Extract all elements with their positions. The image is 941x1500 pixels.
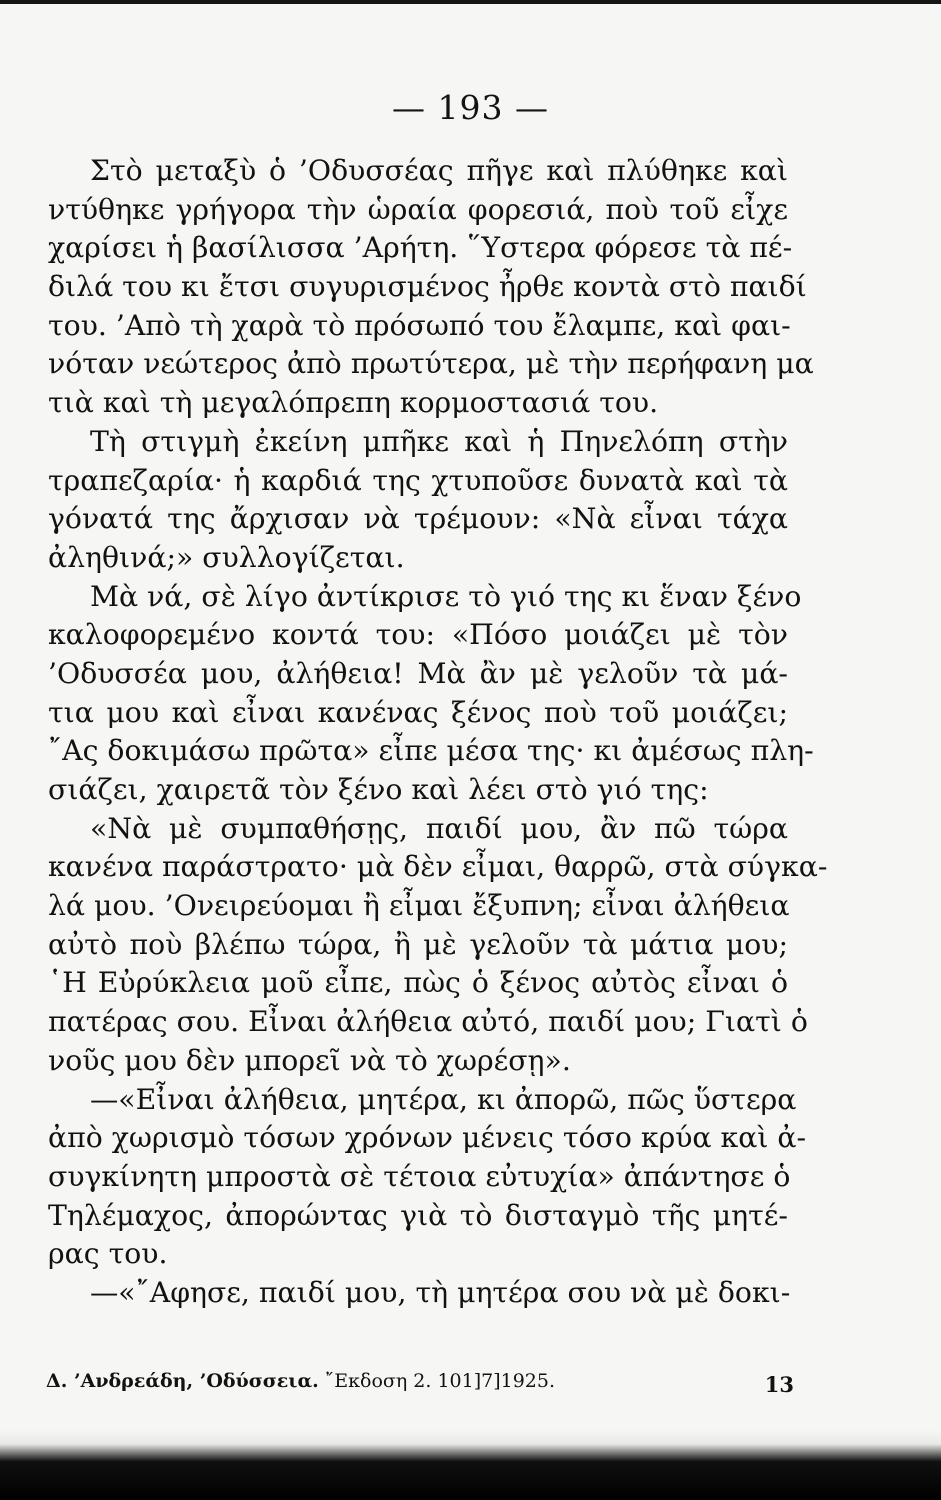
page-footer: [46, 1370, 794, 1400]
text-line: διλά του κι ἔτσι συγυρισμένος ἦρθε κοντὰ στὸ παιδί: [48, 270, 807, 304]
text-line: του. ’Απὸ τὴ χαρὰ τὸ πρόσωπό του ἔλαμπε, καὶ φαι-: [48, 308, 791, 342]
text-line: Τηλέμαχος, ἀπορώντας γιὰ τὸ δισταγμὸ τῆς μητέ-: [48, 1198, 788, 1232]
text-line: ῎Ας δοκιμάσω πρῶτα» εἶπε μέσα της· κι ἀμέσως πλη-: [48, 734, 814, 768]
text-line: νόταν νεώτερος ἀπὸ πρωτύτερα, μὲ τὴν περήφανη μα: [48, 347, 814, 381]
text-line: καλοφορεμένο κοντά του: «Πόσο μοιάζει μὲ τὸν: [48, 618, 788, 652]
text-line: κανένα παράστρατο· μὰ δὲν εἶμαι, θαρρῶ, στὰ σύγκα-: [48, 850, 828, 884]
text-line: ῾Η Εὐρύκλεια μοῦ εἶπε, πὼς ὁ ξένος αὐτὸς εἶναι ὁ: [48, 966, 788, 1000]
footer-signature: [46, 1370, 555, 1392]
footer-signature-edition: ῎Εκδοση 2. 101]7]1925.: [318, 1370, 556, 1392]
page-bottom-edge: [0, 1430, 941, 1500]
text-line: τιὰ καὶ τὴ μεγαλόπρεπη κορμοστασιά του.: [48, 386, 659, 420]
text-line: τια μου καὶ εἶναι κανένας ξένος ποὺ τοῦ μοιάζει;: [48, 695, 788, 729]
text-line: νοῦς μου δὲν μπορεῖ νὰ τὸ χωρέσῃ».: [48, 1043, 571, 1077]
text-line: γόνατά της ἄρχισαν νὰ τρέμουν: «Νὰ εἶναι τάχα: [48, 502, 788, 536]
text-line: Τὴ στιγμὴ ἐκείνη μπῆκε καὶ ἡ Πηνελόπη στὴν: [90, 424, 788, 458]
text-line: σιάζει, χαιρετᾶ τὸν ξένο καὶ λέει στὸ γιό της:: [48, 773, 709, 806]
text-line: ἀληθινά;» συλλογίζεται.: [48, 540, 405, 574]
text-line: —«῎Αφησε, παιδί μου, τὴ μητέρα σου νὰ μὲ δοκι-: [90, 1275, 791, 1309]
body-text: [48, 152, 828, 1313]
text-line: αὐτὸ ποὺ βλέπω τώρα, ἢ μὲ γελοῦν τὰ μάτια μου;: [48, 927, 788, 961]
text-line: «Νὰ μὲ συμπαθήσῃς, παιδί μου, ἂν πῶ τώρα: [90, 811, 788, 845]
footer-signature-author-title: Δ. ’Ανδρεάδη, ’Οδύσσεια.: [46, 1370, 319, 1392]
text-line: Στὸ μεταξὺ ὁ ’Οδυσσέας πῆγε καὶ πλύθηκε καὶ: [90, 154, 788, 187]
text-line: λά μου. ’Ονειρεύομαι ἢ εἶμαι ἔξυπνη; εἶναι ἀλήθεια: [48, 889, 790, 923]
text-line: συγκίνητη μπροστὰ σὲ τέτοια εὐτυχία» ἀπάντησε ὁ: [48, 1159, 791, 1193]
text-line: ντύθηκε γρήγορα τὴν ὡραία φορεσιά, ποὺ τοῦ εἶχε: [48, 192, 788, 226]
text-line: τραπεζαρία· ἡ καρδιά της χτυποῦσε δυνατὰ καὶ τὰ: [48, 463, 788, 497]
text-line: πατέρας σου. Εἶναι ἀλήθεια αὐτό, παιδί μου; Γιατὶ ὁ: [48, 1005, 808, 1039]
text-line: Μὰ νά, σὲ λίγο ἀντίκρισε τὸ γιό της κι ἕναν ξένο: [90, 579, 802, 613]
text-line: ’Οδυσσέα μου, ἀλήθεια! Μὰ ἂν μὲ γελοῦν τὰ μά-: [48, 656, 788, 690]
text-line: ρας του.: [48, 1237, 168, 1271]
page-number: — 193 —: [392, 88, 549, 127]
sheet-number: 13: [764, 1372, 794, 1397]
text-line: ἀπὸ χωρισμὸ τόσων χρόνων μένεις τόσο κρύα καὶ ἀ-: [48, 1121, 807, 1155]
text-line: χαρίσει ἡ βασίλισσα ’Αρήτη. ῞Υστερα φόρεσε τὰ πέ-: [48, 231, 793, 265]
page-top-edge: [0, 0, 941, 4]
text-line: —«Εἶναι ἀλήθεια, μητέρα, κι ἀπορῶ, πῶς ὕστερα: [90, 1082, 797, 1116]
